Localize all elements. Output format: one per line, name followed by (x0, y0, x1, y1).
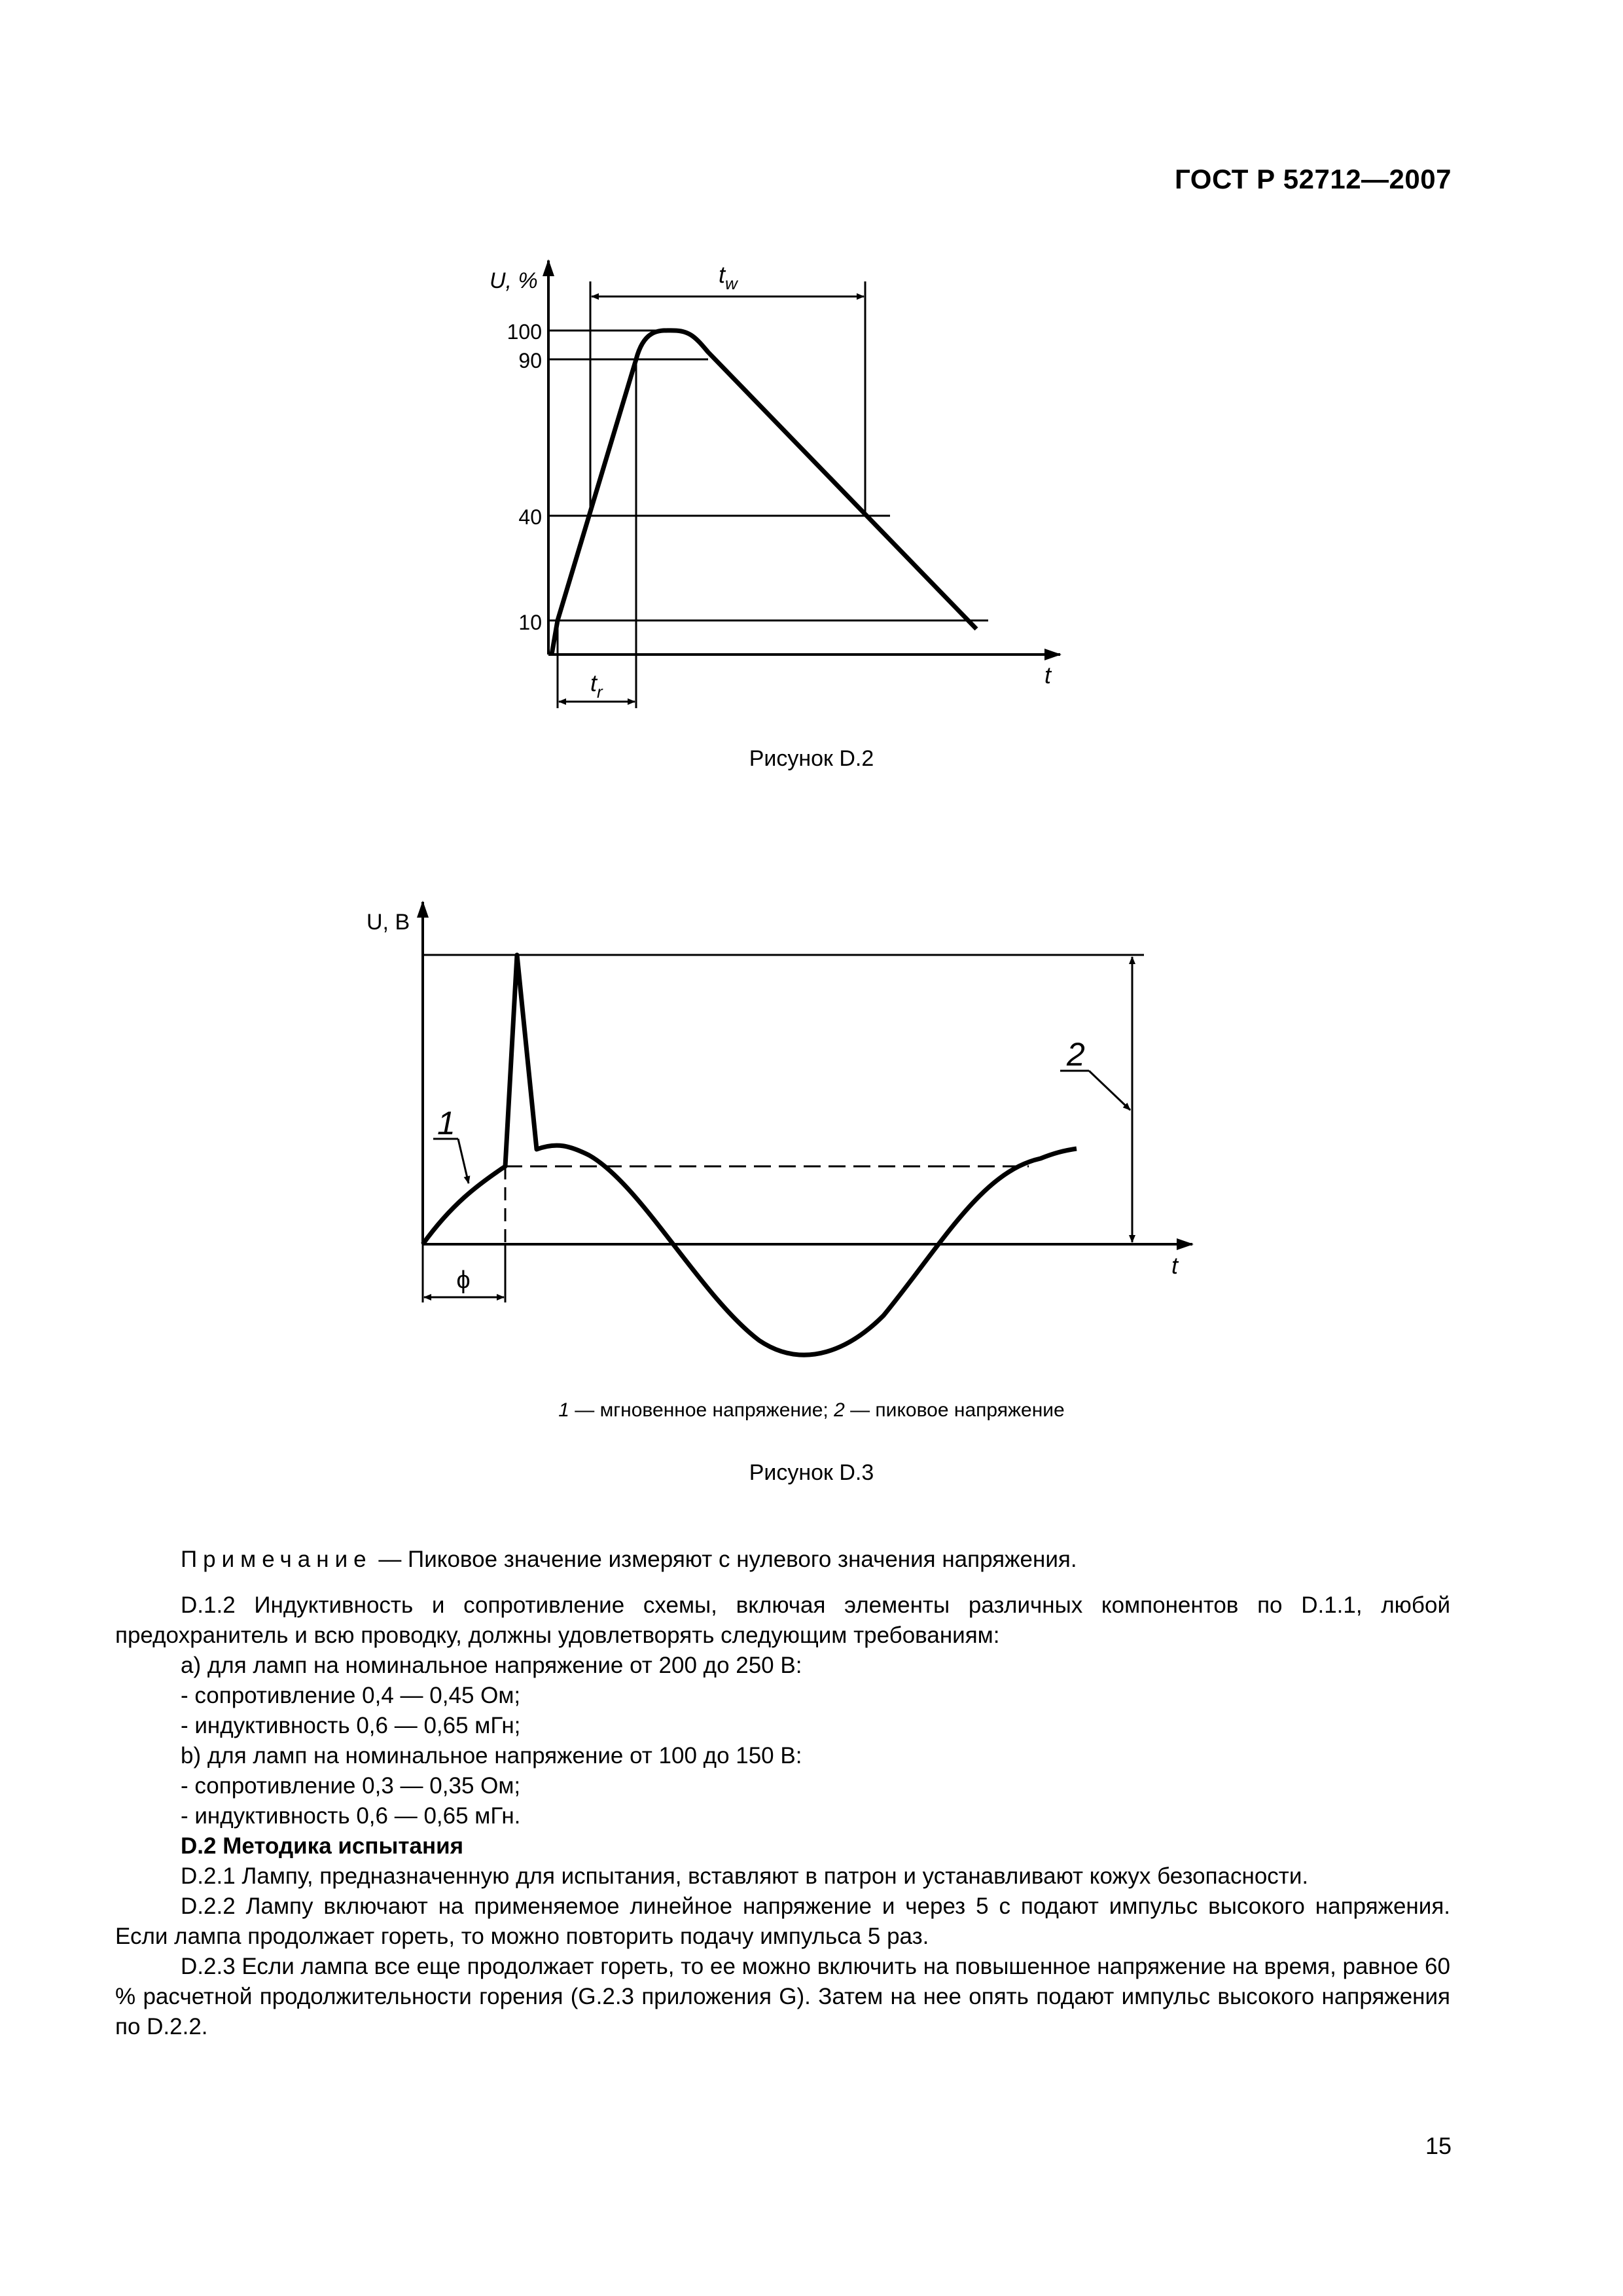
d2-tick-40: 40 (518, 505, 542, 529)
d2-tick-100: 100 (507, 320, 542, 344)
legend-item1-text: — мгновенное напряжение; (569, 1399, 834, 1421)
item-a: а) для ламп на номинальное напряжение от 200 до 250 В: (181, 1653, 802, 1678)
d2-y-axis-label: U, % (490, 268, 538, 293)
body-text (115, 1545, 1450, 2042)
legend-item1-number: 1 (558, 1399, 569, 1421)
figure-d3-legend (0, 1399, 1623, 1422)
item-b-resistance: - сопротивление 0,3 — 0,35 Ом; (181, 1773, 521, 1799)
d2-tick-10: 10 (518, 611, 542, 634)
d3-callout-1-leader (458, 1139, 469, 1183)
d3-y-axis-label: U, В (366, 910, 410, 935)
note-label: Примечание (181, 1547, 372, 1572)
note-paragraph (115, 1545, 1450, 1575)
paragraph-d21: D.2.1 Лампу, предназначенную для испытания, вставляют в патрон и устанавливают кожух безопасности. (181, 1863, 1309, 1889)
d3-voltage-waveform (423, 955, 1077, 1355)
d3-callout-2-leader (1089, 1071, 1130, 1110)
item-b: b) для ламп на номинальное напряжение от 100 до 150 В: (181, 1743, 802, 1768)
legend-item2-text: — пиковое напряжение (844, 1399, 1065, 1421)
d2-x-axis-label: t (1044, 662, 1052, 689)
standard-header: ГОСТ Р 52712—2007 (1175, 164, 1452, 194)
d3-callout-1: 1 (437, 1105, 455, 1141)
figure-d2-caption: Рисунок D.2 (749, 746, 874, 771)
figure-d3-caption: Рисунок D.3 (749, 1460, 874, 1485)
d3-phi-label: ϕ (456, 1266, 471, 1294)
d3-x-axis-label: t (1171, 1252, 1179, 1279)
paragraph-d22: D.2.2 Лампу включают на применяемое линейное напряжение и через 5 с подают импульс высокого напряжения. Если лампа продолжает гореть, то можно повторить подачу импульса 5 раз. (115, 1893, 1450, 1949)
page-number: 15 (1425, 2132, 1452, 2159)
paragraph-d12: D.1.2 Индуктивность и сопротивление схемы, включая элементы различных компонентов по D.1.1, любой предохранитель и всю проводку, должны удовлетворять следующим требованиям: (115, 1592, 1450, 1648)
d2-tr-label: $t_r$ (590, 670, 603, 702)
d2-tick-90: 90 (518, 349, 542, 372)
section-d2-heading: D.2 Методика испытания (181, 1833, 464, 1859)
item-a-inductance: - индуктивность 0,6 — 0,65 мГн; (181, 1713, 521, 1738)
note-text: — Пиковое значение измеряют с нулевого значения напряжения. (372, 1547, 1077, 1572)
item-b-inductance: - индуктивность 0,6 — 0,65 мГн. (181, 1803, 521, 1829)
item-a-resistance: - сопротивление 0,4 — 0,45 Ом; (181, 1683, 521, 1708)
d2-tw-label: $t_w$ (719, 261, 738, 293)
d3-callout-2: 2 (1067, 1036, 1085, 1073)
paragraph-d23: D.2.3 Если лампа все еще продолжает гореть, то ее можно включить на повышенное напряжение на время, равное 60 % расчетной продолжительности горения (G.2.3 приложения G). Затем на нее опять подают импульс высокого напряжения по D.2.2. (115, 1954, 1450, 2039)
legend-item2-number: 2 (834, 1399, 845, 1421)
